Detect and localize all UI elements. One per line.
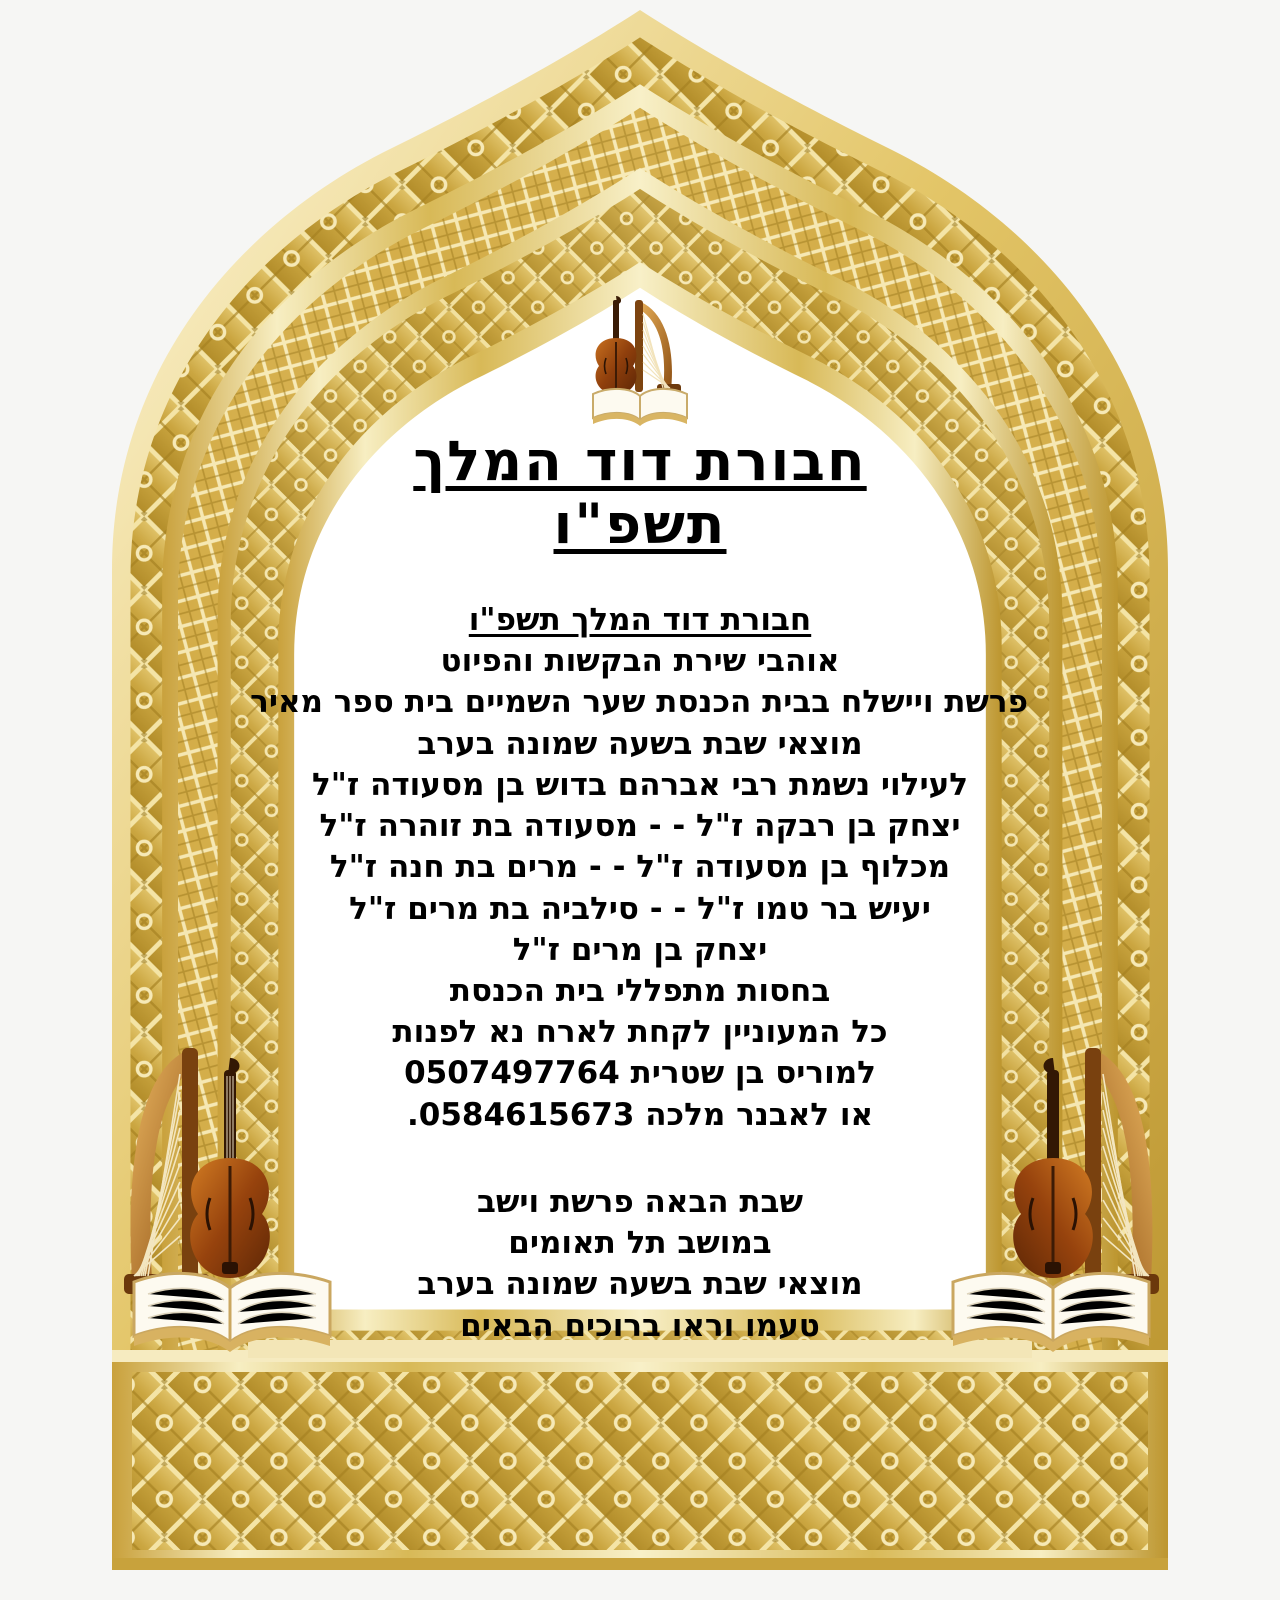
- poster-body-text: [252, 600, 1028, 1347]
- body-line: טעמו וראו ברוכים הבאים: [460, 1307, 820, 1344]
- page-title: [252, 430, 1028, 557]
- harp-violin-book-icon-right: [935, 1030, 1165, 1360]
- body-line: יצחק בן מרים ז"ל: [512, 931, 768, 968]
- body-line: שבת הבאה פרשת וישב: [477, 1183, 803, 1220]
- body-line: מוצאי שבת בשעה שמונה בערב: [417, 725, 863, 762]
- body-line: לעילוי נשמת רבי אברהם בדוש בן מסעודה ז"ל: [312, 766, 968, 803]
- body-line: חבורת דוד המלך תשפ"ו: [468, 602, 812, 638]
- body-line: או לאבנר מלכה 0584615673.: [406, 1096, 874, 1133]
- body-line: פרשת ויישלח בבית הכנסת שער השמיים בית ספר מאיר: [250, 684, 1028, 721]
- paragraph-spacer: [252, 1136, 1028, 1182]
- title-line-1: חבורת דוד המלך: [413, 429, 867, 493]
- body-line: מוצאי שבת בשעה שמונה בערב: [417, 1266, 863, 1303]
- body-line: מכלוף בן מסעודה ז"ל - - מרים בת חנה ז"ל: [329, 849, 951, 886]
- harp-violin-book-icon: [575, 284, 705, 429]
- body-line: בחסות מתפללי בית הכנסת: [449, 972, 831, 1009]
- body-line: כל המעוניין לקחת לארח נא לפנות: [392, 1014, 888, 1051]
- body-line: במושב תל תאומים: [508, 1225, 772, 1262]
- poster-content: [252, 270, 1028, 1360]
- body-line: אוהבי שירת הבקשות והפיוט: [440, 643, 840, 680]
- body-line: למוריס בן שטרית 0507497764: [404, 1055, 876, 1092]
- body-line: יעיש בר טמו ז"ל - - סילביה בת מרים ז"ל: [349, 890, 931, 927]
- harp-violin-book-icon-left: [118, 1030, 348, 1360]
- body-line: יצחק בן רבקה ז"ל - - מסעודה בת זוהרה ז"ל: [319, 808, 961, 845]
- title-line-2: תשפ"ו: [553, 492, 727, 557]
